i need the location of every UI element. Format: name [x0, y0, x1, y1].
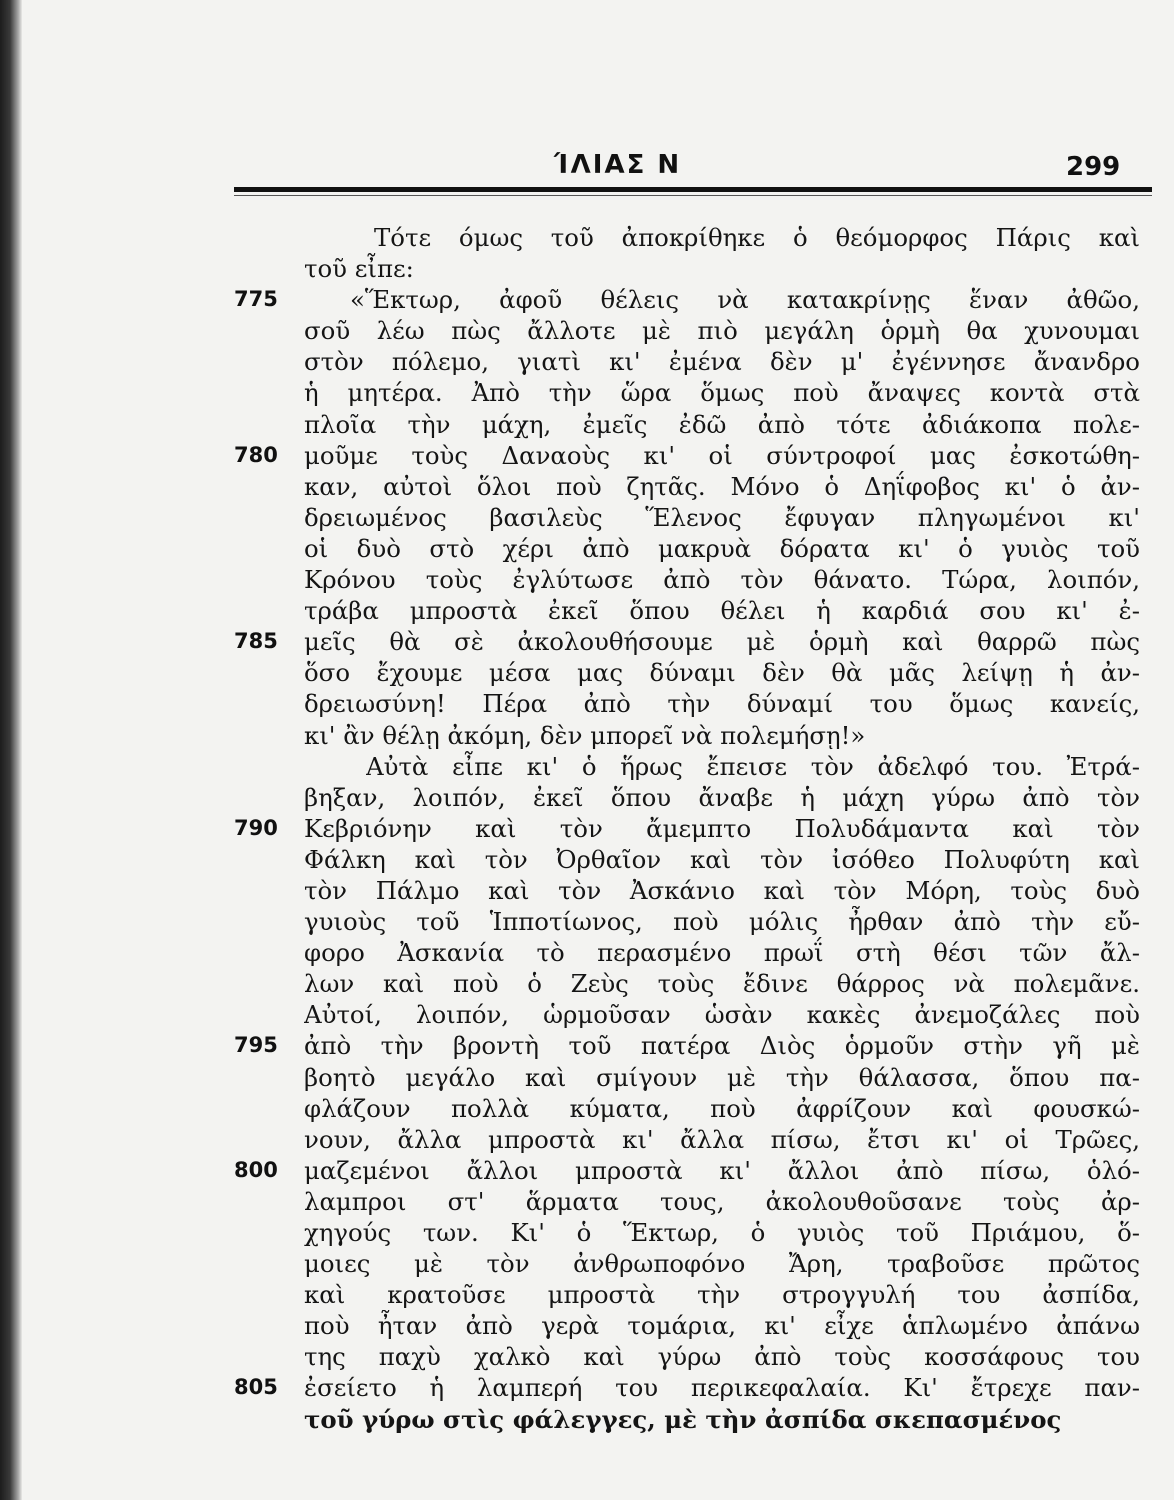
line-text: λων καὶ ποὺ ὁ Ζεὺς τοὺς ἔδινε θάρρος νὰ πολεμᾶνε. [304, 969, 1140, 999]
line-text: μαζεμένοι ἄλλοι μπροστὰ κι' ἄλλοι ἀπὸ πίσω, ὁλό- [304, 1155, 1140, 1185]
text-line [22, 440, 1174, 471]
line-text: τὸν Πάλμο καὶ τὸν Ἀσκάνιο καὶ τὸν Μόρη, τοὺς δυὸ [304, 875, 1140, 905]
text-line [22, 720, 1174, 751]
line-text: χηγούς των. Κι' ὁ Ἕκτωρ, ὁ γυιὸς τοῦ Πριάμου, ὅ- [304, 1218, 1140, 1247]
text-line [22, 999, 1174, 1030]
text-line [22, 1404, 1174, 1435]
line-text: μοιες μὲ τὸν ἀνθρωποφόνο Ἄρη, τραβοῦσε πρῶτος [304, 1249, 1140, 1279]
line-number: 805 [234, 1375, 278, 1400]
line-number: 785 [234, 629, 278, 654]
text-line [22, 253, 1174, 284]
line-text: ἀπὸ τὴν βροντὴ τοῦ πατέρα Διὸς ὁρμοῦν στὴν γῆ μὲ [304, 1031, 1140, 1061]
book-binding-shadow [0, 0, 22, 1500]
text-line [22, 1030, 1174, 1061]
line-text: δρειωσύνη! Πέρα ἀπὸ τὴν δύναμί του ὅμως κανείς, [304, 689, 1140, 719]
text-line [22, 844, 1174, 875]
line-text: γυιοὺς τοῦ Ἱπποτίωνος, ποὺ μόλις ἦρθαν ἀπὸ τὴν εὔ- [304, 907, 1140, 937]
line-text: μοῦμε τοὺς Δαναοὺς κι' οἱ σύντροφοί μας ἐσκοτώθη- [304, 440, 1140, 470]
text-line [22, 1372, 1174, 1403]
line-text: «Ἕκτωρ, ἀφοῦ θέλεις νὰ κατακρίνῃς ἕναν ἀθῶο, [350, 285, 1140, 315]
line-text: Αὐτοί, λοιπόν, ὡρμοῦσαν ὡσὰν κακὲς ἀνεμοζάλες ποὺ [304, 1000, 1140, 1030]
text-line [22, 1279, 1174, 1310]
book-page [22, 0, 1174, 1500]
line-text: κι' ἂν θέλῃ ἀκόμη, δὲν μπορεῖ νὰ πολεμήσῃ!» [304, 720, 866, 750]
line-text: φορο Ἀσκανία τὸ περασμένο πρωΐ στὴ θέσι τῶν ἄλ- [304, 938, 1140, 968]
text-line [22, 1248, 1174, 1279]
line-text: της παχὺ χαλκὸ καὶ γύρω ἀπὸ τοὺς κοσσάφους του [304, 1342, 1140, 1372]
text-line [22, 315, 1174, 346]
text-line [22, 813, 1174, 844]
text-line [22, 906, 1174, 937]
line-text: βοητὸ μεγάλο καὶ σμίγουν μὲ τὴν θάλασσα, ὅπου πα- [304, 1062, 1140, 1092]
text-line [22, 502, 1174, 533]
line-text: πλοῖα τὴν μάχη, ἐμεῖς ἐδῶ ἀπὸ τότε ἀδιάκοπα πολε- [304, 409, 1140, 439]
text-line [22, 1124, 1174, 1155]
line-text: τοῦ γύρω στὶς φάλεγγες, μὲ τὴν ἀσπίδα σκεπασμένος [304, 1404, 1062, 1434]
line-text: ἐσείετο ἡ λαμπερή του περικεφαλαία. Κι' ἔτρεχε παν- [304, 1373, 1140, 1403]
poem-text [22, 222, 1174, 1435]
line-text: καὶ κρατοῦσε μπροστὰ τὴν στρογγυλή του ἀσπίδα, [304, 1280, 1140, 1310]
page-header [22, 0, 1174, 190]
text-line [22, 409, 1174, 440]
text-line [22, 782, 1174, 813]
text-line [22, 688, 1174, 719]
text-line [22, 1093, 1174, 1124]
line-text: ὅσο ἔχουμε μέσα μας δύναμι δὲν θὰ μᾶς λείψῃ ἡ ἀν- [304, 658, 1140, 688]
line-text: Τότε όμως τοῦ ἀποκρίθηκε ὁ θεόμορφος Πάρις καὶ [374, 223, 1140, 252]
text-line [22, 377, 1174, 408]
line-text: Αὐτὰ εἶπε κι' ὁ ἥρως ἔπεισε τὸν ἀδελφό του. Ἐτρά- [366, 751, 1140, 781]
text-line [22, 564, 1174, 595]
header-rule-thin [234, 195, 1152, 196]
line-text: λαμπροι στ' ἅρματα τους, ἀκολουθοῦσανε τοὺς ἀρ- [304, 1186, 1140, 1216]
text-line [22, 1062, 1174, 1093]
text-line [22, 937, 1174, 968]
text-line [22, 1310, 1174, 1341]
line-number: 790 [234, 815, 278, 840]
line-number: 800 [234, 1157, 278, 1182]
page-number: 299 [1066, 152, 1121, 182]
text-line [22, 284, 1174, 315]
text-line [22, 1217, 1174, 1248]
line-text: στὸν πόλεμο, γιατὶ κι' ἐμένα δὲν μ' ἐγέννησε ἄνανδρο [304, 347, 1140, 377]
line-text: σοῦ λέω πὼς ἄλλοτε μὲ πιὸ μεγάλη ὁρμὴ θα χυνουμαι [304, 316, 1140, 346]
line-text: ποὺ ἦταν ἀπὸ γερὰ τομάρια, κι' εἶχε ἁπλωμένο ἀπάνω [304, 1311, 1140, 1341]
text-line [22, 657, 1174, 688]
text-line [22, 875, 1174, 906]
text-line [22, 1186, 1174, 1217]
line-text: ἡ μητέρα. Ἀπὸ τὴν ὥρα ὅμως ποὺ ἄναψες κοντὰ στὰ [304, 378, 1140, 408]
text-line [22, 471, 1174, 502]
text-line [22, 1155, 1174, 1186]
line-text: Φάλκη καὶ τὸν Ὀρθαῖον καὶ τὸν ἰσόθεο Πολυφύτη καὶ [304, 844, 1140, 874]
line-text: Κεβριόνην καὶ τὸν ἄμεμπτο Πολυδάμαντα καὶ τὸν [304, 813, 1140, 843]
text-line [22, 595, 1174, 626]
line-text: βηξαν, λοιπόν, ἐκεῖ ὅπου ἄναβε ἡ μάχη γύρω ἀπὸ τὸν [304, 782, 1140, 812]
line-text: μεῖς θὰ σὲ ἀκολουθήσουμε μὲ ὁρμὴ καὶ θαρρῶ πὼς [304, 627, 1140, 657]
text-line [22, 751, 1174, 782]
line-text: δρειωμένος βασιλεὺς Ἕλενος ἔφυγαν πληγωμένοι κι' [304, 502, 1140, 532]
line-text: Κρόνου τοὺς ἐγλύτωσε ἀπὸ τὸν θάνατο. Τώρα, λοιπόν, [304, 565, 1140, 595]
text-line [22, 222, 1174, 253]
header-rule [234, 187, 1152, 192]
line-text: καν, αὐτοὶ ὅλοι ποὺ ζητᾶς. Μόνο ὁ Δηΐφοβος κι' ὁ ἀν- [304, 471, 1140, 501]
line-text: νουν, ἄλλα μπροστὰ κι' ἄλλα πίσω, ἔτσι κι' οἱ Τρῶες, [304, 1124, 1140, 1154]
text-line [22, 626, 1174, 657]
line-text: τράβα μπροστὰ ἐκεῖ ὅπου θέλει ἡ καρδιά σου κι' ἐ- [304, 596, 1140, 626]
text-line [22, 533, 1174, 564]
line-number: 775 [234, 287, 278, 312]
text-line [22, 346, 1174, 377]
text-line [22, 1341, 1174, 1372]
line-text: φλάζουν πολλὰ κύματα, ποὺ ἀφρίζουν καὶ φουσκώ- [304, 1093, 1140, 1123]
line-number: 795 [234, 1033, 278, 1058]
text-line [22, 968, 1174, 999]
running-title: ΊΛΙΑΣ Ν [554, 150, 682, 180]
line-text: τοῦ εἶπε: [304, 254, 414, 284]
line-text: οἱ δυὸ στὸ χέρι ἀπὸ μακρυὰ δόρατα κι' ὁ γυιὸς τοῦ [304, 533, 1140, 563]
line-number: 780 [234, 442, 278, 467]
